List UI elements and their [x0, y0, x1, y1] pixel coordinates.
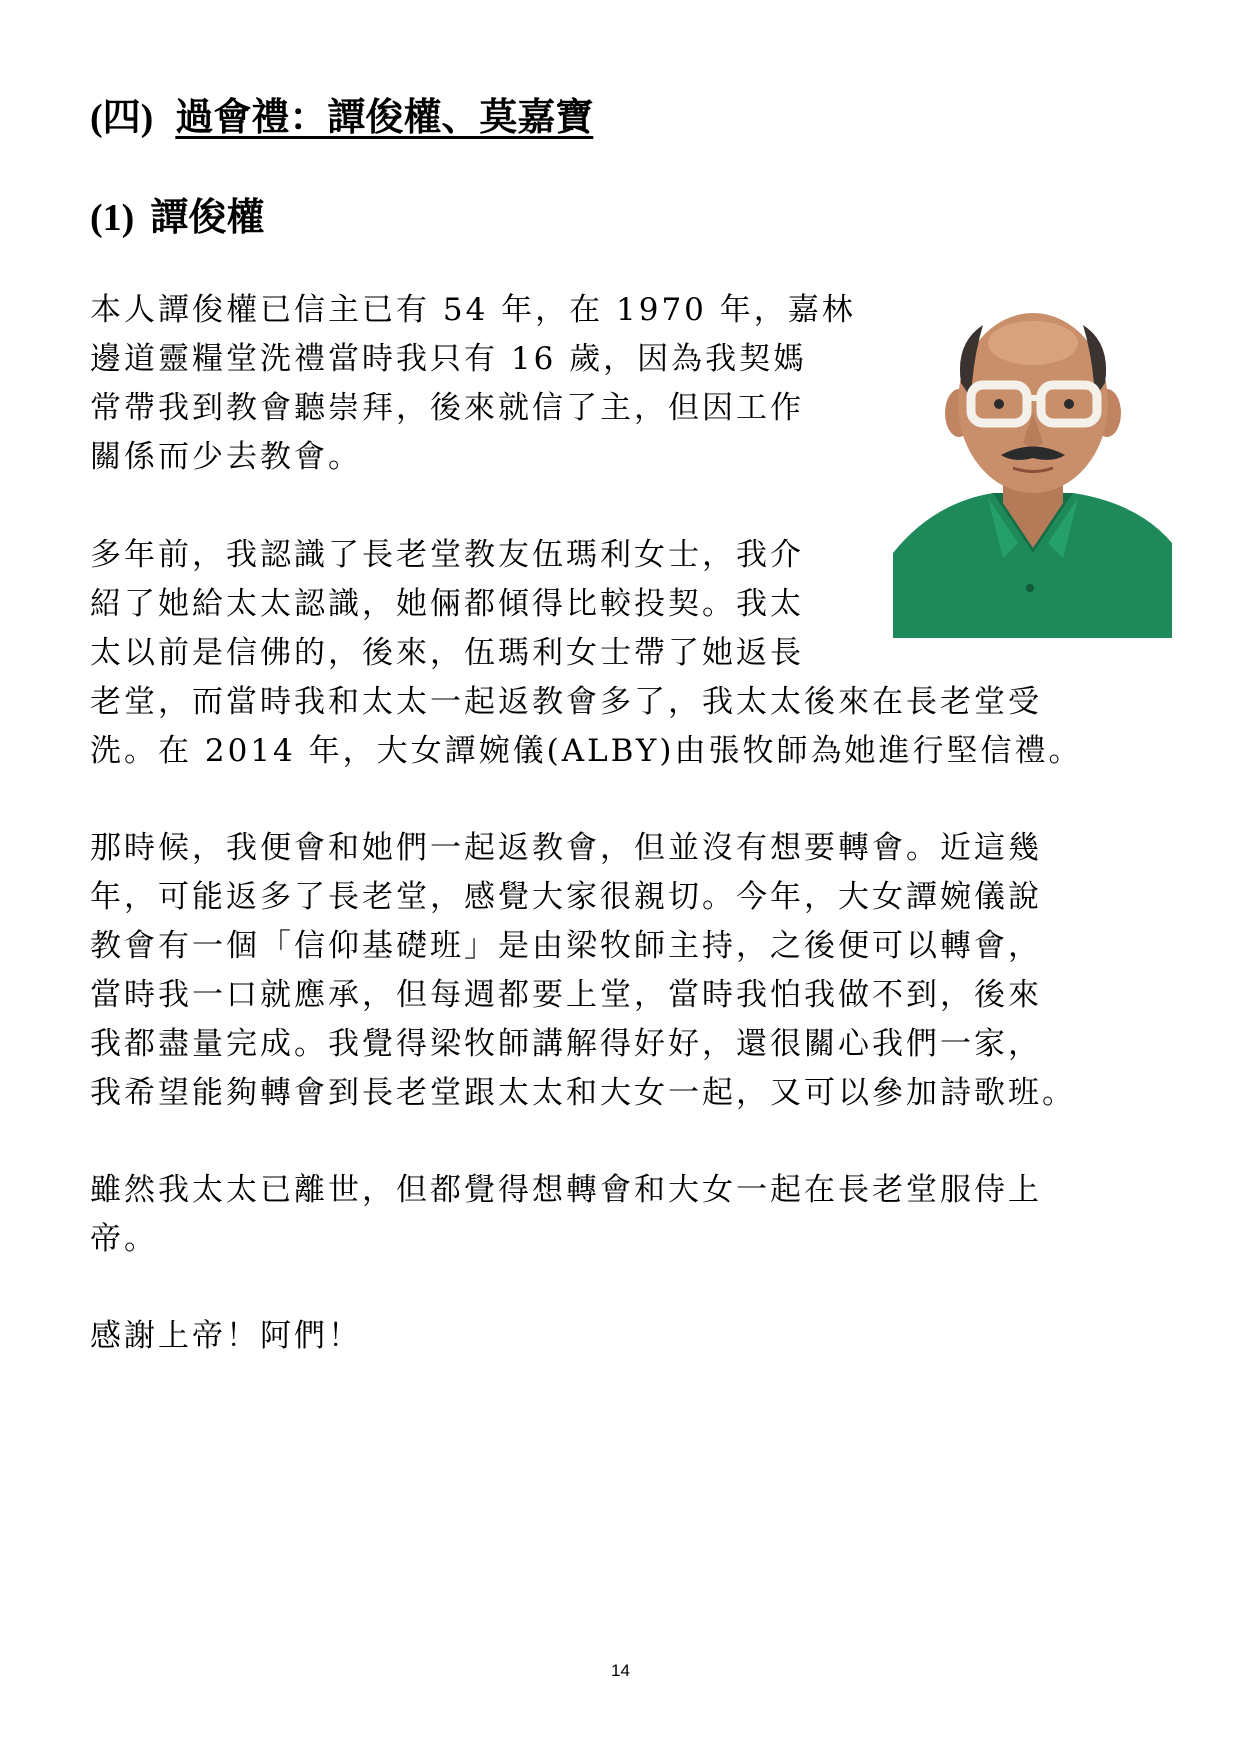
subsection-name: 譚俊權 [150, 194, 265, 239]
page-number: 14 [611, 1661, 630, 1680]
section-prefix: (四) [90, 97, 154, 139]
text-line: 我希望能夠轉會到長老堂跟太太和大女一起，又可以參加詩歌班。 [90, 1075, 1076, 1111]
paragraph-3 [90, 824, 1076, 1118]
text-line: 關係而少去教會。 [90, 439, 362, 475]
text-line: 常帶我到教會聽崇拜，後來就信了主，但因工作 [90, 390, 804, 426]
subsection-heading [90, 192, 264, 243]
text-line: 教會有一個「信仰基礎班」是由梁牧師主持，之後便可以轉會， [90, 928, 1042, 964]
text-line: 當時我一口就應承，但每週都要上堂，當時我怕我做不到，後來 [90, 977, 1042, 1013]
text-line: 帝。 [90, 1221, 158, 1257]
text-line: 多年前，我認識了長老堂教友伍瑪利女士，我介 [90, 537, 804, 573]
paragraph-4 [90, 1166, 1042, 1264]
text-line: 老堂，而當時我和太太一起返教會多了，我太太後來在長老堂受 [90, 684, 1042, 720]
paragraph-1 [90, 286, 856, 482]
paragraph-5 [90, 1312, 362, 1361]
text-line: 本人譚俊權已信主已有 54 年，在 1970 年，嘉林 [90, 292, 856, 328]
section-heading [90, 92, 593, 143]
text-line: 紹了她給太太認識，她倆都傾得比較投契。我太 [90, 586, 804, 622]
section-title: 過會禮：譚俊權、莫嘉寶 [175, 94, 594, 139]
text-line: 感謝上帝！阿們！ [90, 1318, 362, 1354]
text-line: 洗。在 2014 年，大女譚婉儀(ALBY)由張牧師為她進行堅信禮。 [90, 733, 1083, 769]
paragraph-2 [90, 531, 1082, 776]
subsection-number: (1) [90, 197, 135, 239]
text-line: 雖然我太太已離世，但都覺得想轉會和大女一起在長老堂服侍上 [90, 1172, 1042, 1208]
text-line: 太以前是信佛的，後來，伍瑪利女士帶了她返長 [90, 635, 804, 671]
text-line: 年，可能返多了長老堂，感覺大家很親切。今年，大女譚婉儀說 [90, 879, 1042, 915]
text-line: 那時候，我便會和她們一起返教會，但並沒有想要轉會。近這幾 [90, 830, 1042, 866]
text-line: 我都盡量完成。我覺得梁牧師講解得好好，還很關心我們一家， [90, 1026, 1042, 1062]
text-line: 邊道靈糧堂洗禮當時我只有 16 歲，因為我契媽 [90, 341, 808, 377]
